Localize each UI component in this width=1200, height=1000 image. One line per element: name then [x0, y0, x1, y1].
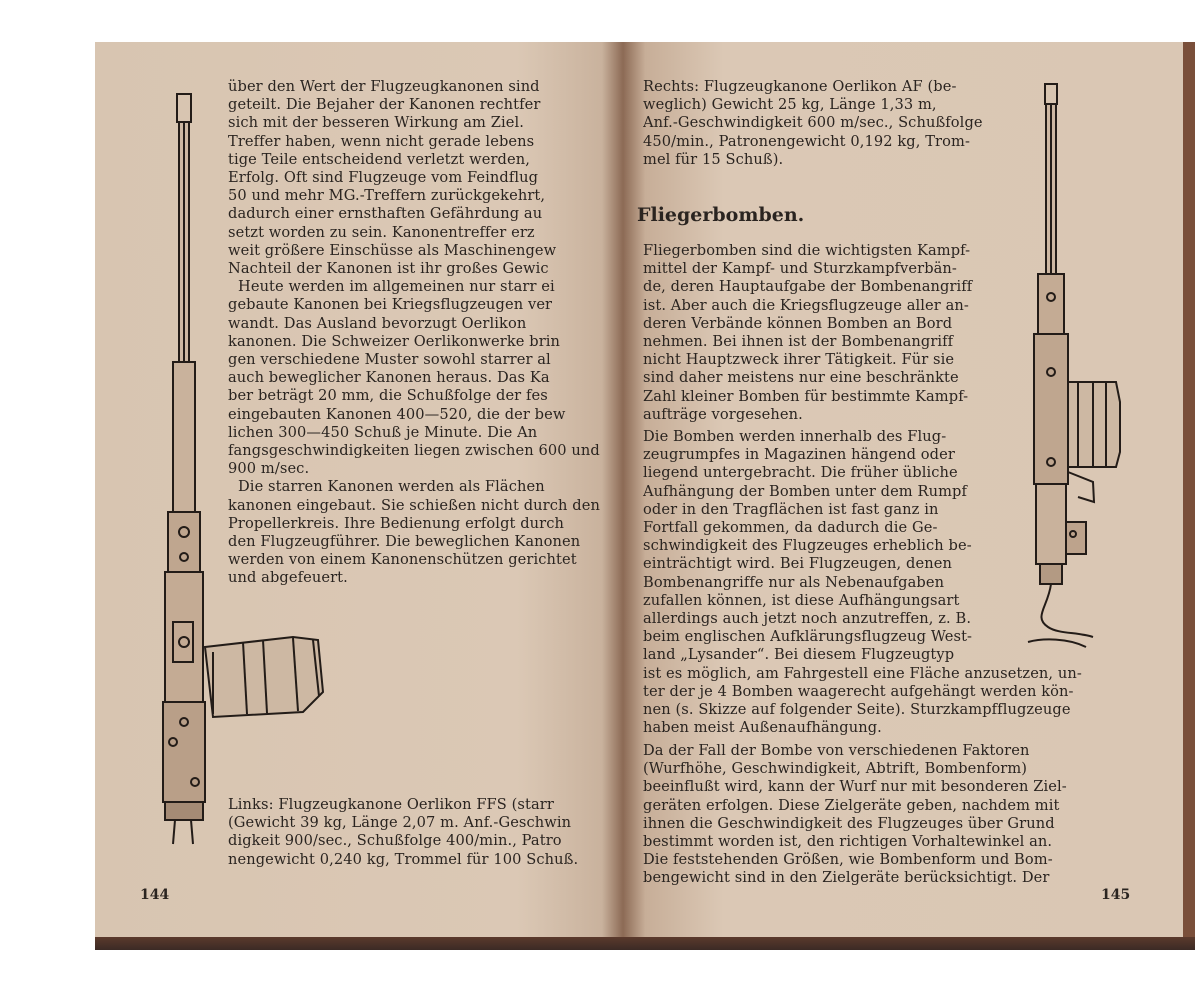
left-line: gebaute Kanonen bei Kriegsflugzeugen ver [228, 296, 553, 314]
left-line: über den Wert der Flugzeugkanonen sind [228, 78, 540, 95]
book-bottom-edge [95, 937, 1195, 950]
body-line: bengewicht sind in den Zielgeräte berücksichtigt. Der [643, 869, 1050, 887]
body-line: sind daher meistens nur eine beschränkte [643, 369, 959, 387]
body-line: geräten erfolgen. Diese Zielgeräte geben, nachdem mit [643, 796, 1060, 814]
body-line: Fliegerbomben sind die wichtigsten Kampf- [643, 242, 971, 259]
body-line: Fortfall gekommen, da dadurch die Ge- [643, 519, 938, 537]
right-caption [643, 78, 983, 169]
body-line: aufträge vorgesehen. [643, 405, 803, 423]
left-line: Nachteil der Kanonen ist ihr großes Gewic [228, 260, 549, 278]
left-line: Erfolg. Oft sind Flugzeuge vom Feindflug [228, 169, 539, 187]
caption-line: 450/min., Patronengewicht 0,192 kg, Trom- [643, 132, 970, 150]
cannon-af-illustration [998, 82, 1128, 662]
body-line: nehmen. Bei ihnen ist der Bombenangriff [643, 333, 954, 351]
body-line: zeugrumpfes in Magazinen hängend oder [643, 446, 955, 464]
body-line: Die feststehenden Größen, wie Bombenform und Bom- [643, 851, 1053, 869]
left-line: Heute werden im allgemeinen nur starr ei [238, 278, 555, 296]
body-line: Zahl kleiner Bomben für bestimmte Kampf- [643, 387, 969, 405]
left-line: sich mit der besseren Wirkung am Ziel. [228, 114, 524, 132]
body-line: de, deren Hauptaufgabe der Bombenangriff [643, 278, 973, 296]
body-line: Bombenangriffe nur als Nebenaufgaben [643, 573, 945, 591]
left-line: kanonen. Die Schweizer Oerlikonwerke brin [228, 332, 561, 350]
body-line: ter der je 4 Bomben waagerecht aufgehängt werden kön- [643, 682, 1074, 700]
caption-line: digkeit 900/sec., Schußfolge 400/min., Patro [228, 832, 562, 850]
left-line: 900 m/sec. [228, 460, 310, 478]
left-line: kanonen eingebaut. Sie schießen nicht durch den [228, 496, 600, 514]
left-page [95, 42, 623, 937]
body-line: land „Lysander“. Bei diesem Flugzeugtyp [643, 646, 955, 664]
body-line: mittel der Kampf- und Sturzkampfverbän- [643, 260, 957, 278]
right-para-3 [643, 742, 1103, 888]
body-line: einträchtigt wird. Bei Flugzeugen, denen [643, 555, 952, 573]
left-line: werden von einem Kanonenschützen gerichtet [228, 551, 577, 569]
left-line: wandt. Das Ausland bevorzugt Oerlikon [228, 314, 527, 332]
left-line: geteilt. Die Bejaher der Kanonen rechtfer [228, 96, 541, 114]
left-line: 50 und mehr MG.-Treffern zurückgekehrt, [228, 187, 546, 205]
left-body-text [228, 78, 608, 588]
left-line: den Flugzeugführer. Die beweglichen Kanonen [228, 533, 581, 551]
left-line: tige Teile entscheidend verletzt werden, [228, 150, 530, 168]
body-line: ihnen die Geschwindigkeit des Flugzeuges über Grund [643, 814, 1055, 832]
caption-line: mel für 15 Schuß). [643, 150, 784, 168]
caption-line: weglich) Gewicht 25 kg, Länge 1,33 m, [643, 96, 937, 114]
left-line: auch beweglicher Kanonen heraus. Das Ka [228, 369, 550, 387]
body-line: (Wurfhöhe, Geschwindigkeit, Abtrift, Bombenform) [643, 760, 1028, 778]
caption-line: nengewicht 0,240 kg, Trommel für 100 Schuß. [228, 850, 579, 868]
body-line: oder in den Tragflächen ist fast ganz in [643, 500, 939, 518]
left-line: eingebauten Kanonen 400—520, die der bew [228, 405, 566, 423]
caption-line: Anf.-Geschwindigkeit 600 m/sec., Schußfolge [643, 114, 983, 132]
right-para-1 [643, 242, 983, 424]
left-line: Propellerkreis. Ihre Bedienung erfolgt durch [228, 514, 565, 532]
right-page [623, 42, 1183, 937]
body-line: Die Bomben werden innerhalb des Flug- [643, 428, 947, 445]
page-number-right: 145 [1101, 887, 1131, 903]
caption-line: Rechts: Flugzeugkanone Oerlikon AF (be- [643, 78, 957, 95]
body-line: Aufhängung der Bomben unter dem Rumpf [643, 482, 967, 500]
left-line: setzt worden zu sein. Kanonentreffer erz [228, 223, 535, 241]
left-line: Die starren Kanonen werden als Flächen [238, 478, 545, 496]
left-line: weit größere Einschüsse als Maschinengew [228, 241, 557, 259]
body-line: ist es möglich, am Fahrgestell eine Fläche anzusetzen, un- [643, 664, 1082, 682]
body-line: bestimmt worden ist, den richtigen Vorhaltewinkel an. [643, 833, 1053, 851]
open-book [95, 42, 1195, 950]
left-line: gen verschiedene Muster sowohl starrer al [228, 351, 551, 369]
body-line: Da der Fall der Bombe von verschiedenen Faktoren [643, 742, 1030, 759]
left-line: lichen 300—450 Schuß je Minute. Die An [228, 423, 538, 441]
section-heading: Fliegerbomben. [637, 204, 805, 226]
left-line: und abgefeuert. [228, 569, 348, 587]
body-line: haben meist Außenaufhängung. [643, 719, 882, 737]
body-line: liegend untergebracht. Die früher übliche [643, 464, 958, 482]
body-line: zufallen können, ist diese Aufhängungsart [643, 591, 960, 609]
caption-line: (Gewicht 39 kg, Länge 2,07 m. Anf.-Geschwin [228, 814, 572, 832]
body-line: schwindigkeit des Flugzeuges erheblich be- [643, 537, 972, 555]
body-line: beeinflußt wird, kann der Wurf nur mit besonderen Ziel- [643, 778, 1067, 796]
left-line: fangsgeschwindigkeiten liegen zwischen 600 und [228, 442, 600, 460]
body-line: deren Verbände können Bomben an Bord [643, 314, 953, 332]
left-caption [228, 796, 608, 869]
caption-line: Links: Flugzeugkanone Oerlikon FFS (starr [228, 796, 554, 813]
left-line: ber beträgt 20 mm, die Schußfolge der fes [228, 387, 548, 405]
body-line: allerdings auch jetzt noch anzutreffen, z. B. [643, 610, 972, 628]
left-line: Treffer haben, wenn nicht gerade lebens [228, 132, 535, 150]
body-line: beim englischen Aufklärungsflugzeug West- [643, 628, 973, 646]
body-line: ist. Aber auch die Kriegsflugzeuge aller an- [643, 296, 969, 314]
body-line: nen (s. Skizze auf folgender Seite). Sturzkampfflugzeuge [643, 701, 1071, 719]
left-line: dadurch einer ernsthaften Gefährdung au [228, 205, 543, 223]
page-number-left: 144 [140, 887, 170, 903]
body-line: nicht Hauptzweck ihrer Tätigkeit. Für sie [643, 351, 955, 369]
